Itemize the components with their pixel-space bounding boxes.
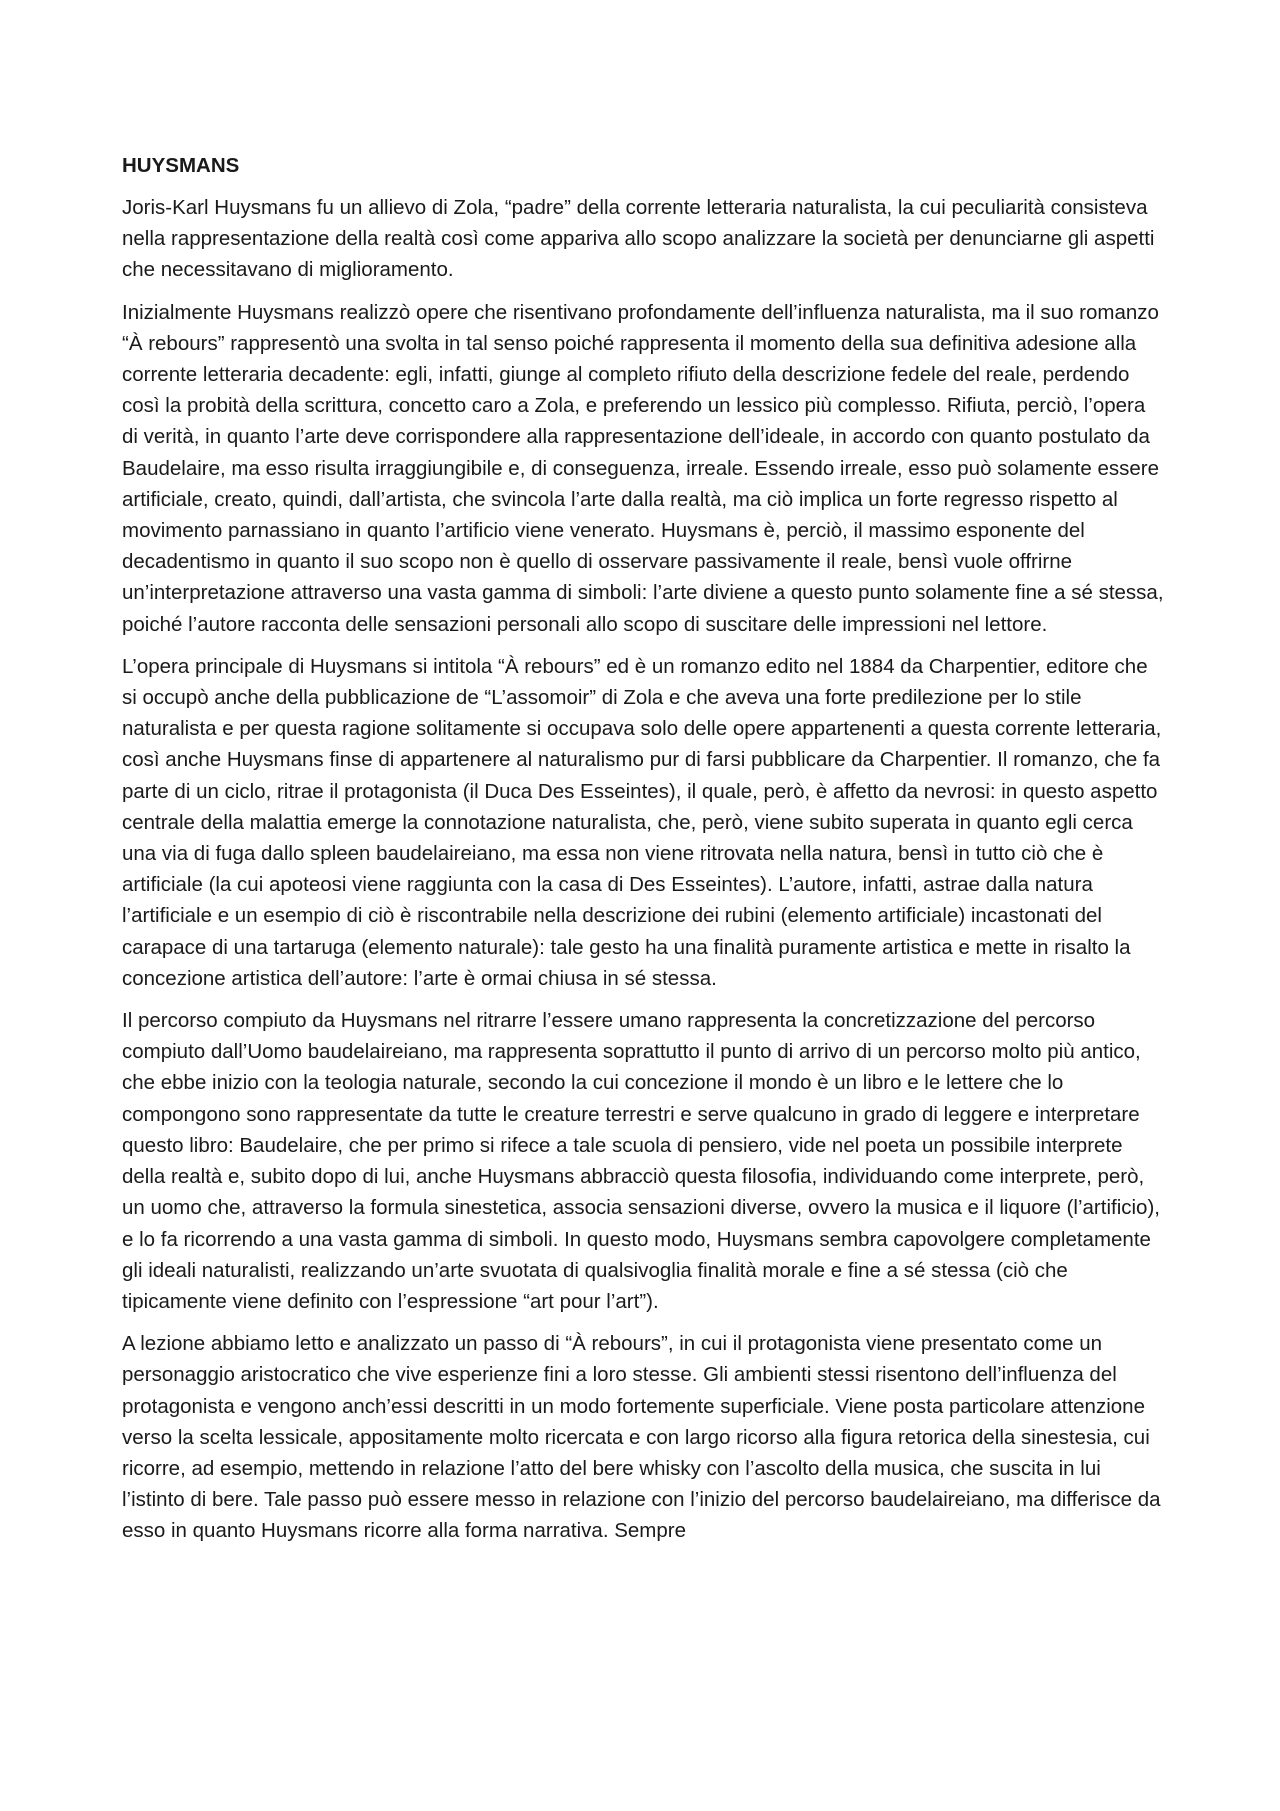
paragraph-4: Il percorso compiuto da Huysmans nel ritrarre l’essere umano rappresenta la concretizzazione del percorso compiuto dall’Uomo baudelaireiano, ma rappresenta soprattutto il punto di arrivo di un percorso molto più antico, che ebbe inizio con la teologia naturale, secondo la cui concezione il mondo è un libro e le lettere che lo compongono sono rappresentate da tutte le creature terrestri e serve qualcuno in grado di leggere e interpretare questo libro: Baudelaire, che per primo si rifece a tale scuola di pensiero, vide nel poeta un possibile interprete della realtà e, subito dopo di lui, anche Huysmans abbracciò questa filosofia, individuando come interprete, però, un uomo che, attraverso la formula sinestetica, associa sensazioni diverse, ovvero la musica e il liquore (l’artificio), e lo fa ricorrendo a una vasta gamma di simboli. In questo modo, Huysmans sembra capovolgere completamente gli ideali naturalisti, realizzando un’arte svuotata di qualsivoglia finalità morale e fine a sé stessa (ciò che tipicamente viene definito con l’espressione “art pour l’art”). xyxy=(122,1009,1160,1313)
paragraph-5: A lezione abbiamo letto e analizzato un passo di “À rebours”, in cui il protagonista viene presentato come un personaggio aristocratico che vive esperienze fini a loro stesse. Gli ambienti stessi risentono dell’influenza del protagonista e vengono anch’essi descritti in un modo fortemente superficiale. Viene posta particolare attenzione verso la scelta lessicale, appositamente molto ricercata e con largo ricorso alla figura retorica della sinestesia, cui ricorre, ad esempio, mettendo in relazione l’atto del bere whisky con l’ascolto della musica, che suscita in lui l’istinto di bere. Tale passo può essere messo in relazione con l’inizio del percorso baudelaireiano, ma differisce da esso in quanto Huysmans ricorre alla forma narrativa. Sempre xyxy=(122,1332,1161,1543)
document-body xyxy=(122,150,1164,1558)
paragraph-3: L’opera principale di Huysmans si intitola “À rebours” ed è un romanzo edito nel 1884 da Charpentier, editore che si occupò anche della pubblicazione de “L’assomoir” di Zola e che aveva una forte predilezione per lo stile naturalista e per questa ragione solitamente si occupava solo delle opere appartenenti a questa corrente letteraria, così anche Huysmans finse di appartenere al naturalismo pur di farsi pubblicare da Charpentier. Il romanzo, che fa parte di un ciclo, ritrae il protagonista (il Duca Des Esseintes), il quale, però, è affetto da nevrosi: in questo aspetto centrale della malattia emerge la connotazione naturalista, che, però, viene subito superata in quanto egli cerca una via di fuga dallo spleen baudelaireiano, ma essa non viene ritrovata nella natura, bensì in tutto ciò che è artificiale (la cui apoteosi viene raggiunta con la casa di Des Esseintes). L’autore, infatti, astrae dalla natura l’artificiale e un esempio di ciò è riscontrabile nella descrizione dei rubini (elemento artificiale) incastonati del carapace di una tartaruga (elemento naturale): tale gesto ha una finalità puramente artistica e mette in risalto la concezione artistica dell’autore: l’arte è ormai chiusa in sé stessa. xyxy=(122,654,1162,990)
paragraph-1: Joris-Karl Huysmans fu un allievo di Zola, “padre” della corrente letteraria naturalista, la cui peculiarità consisteva nella rappresentazione della realtà così come appariva allo scopo analizzare la società per denunciarne gli aspetti che necessitavano di miglioramento. xyxy=(122,196,1155,282)
document-title: HUYSMANS xyxy=(122,154,240,177)
paragraph-2: Inizialmente Huysmans realizzò opere che risentivano profondamente dell’influenza naturalista, ma il suo romanzo “À rebours” rappresentò una svolta in tal senso poiché rappresenta il momento della sua definitiva adesione alla corrente letteraria decadente: egli, infatti, giunge al completo rifiuto della descrizione fedele del reale, perdendo così la probità della scrittura, concetto caro a Zola, e preferendo un lessico più complesso. Rifiuta, perciò, l’opera di verità, in quanto l’arte deve corrispondere alla rappresentazione dell’ideale, in accordo con quanto postulato da Baudelaire, ma esso risulta irraggiungibile e, di conseguenza, irreale. Essendo irreale, esso può solamente essere artificiale, creato, quindi, dall’artista, che svincola l’arte dalla realtà, ma ciò implica un forte regresso rispetto al movimento parnassiano in quanto l’artificio viene venerato. Huysmans è, perciò, il massimo esponente del decadentismo in quanto il suo scopo non è quello di osservare passivamente il reale, bensì vuole offrirne un’interpretazione attraverso una vasta gamma di simboli: l’arte diviene a questo punto solamente fine a sé stessa, poiché l’autore racconta delle sensazioni personali allo scopo di suscitare delle impressioni nel lettore. xyxy=(122,300,1164,636)
